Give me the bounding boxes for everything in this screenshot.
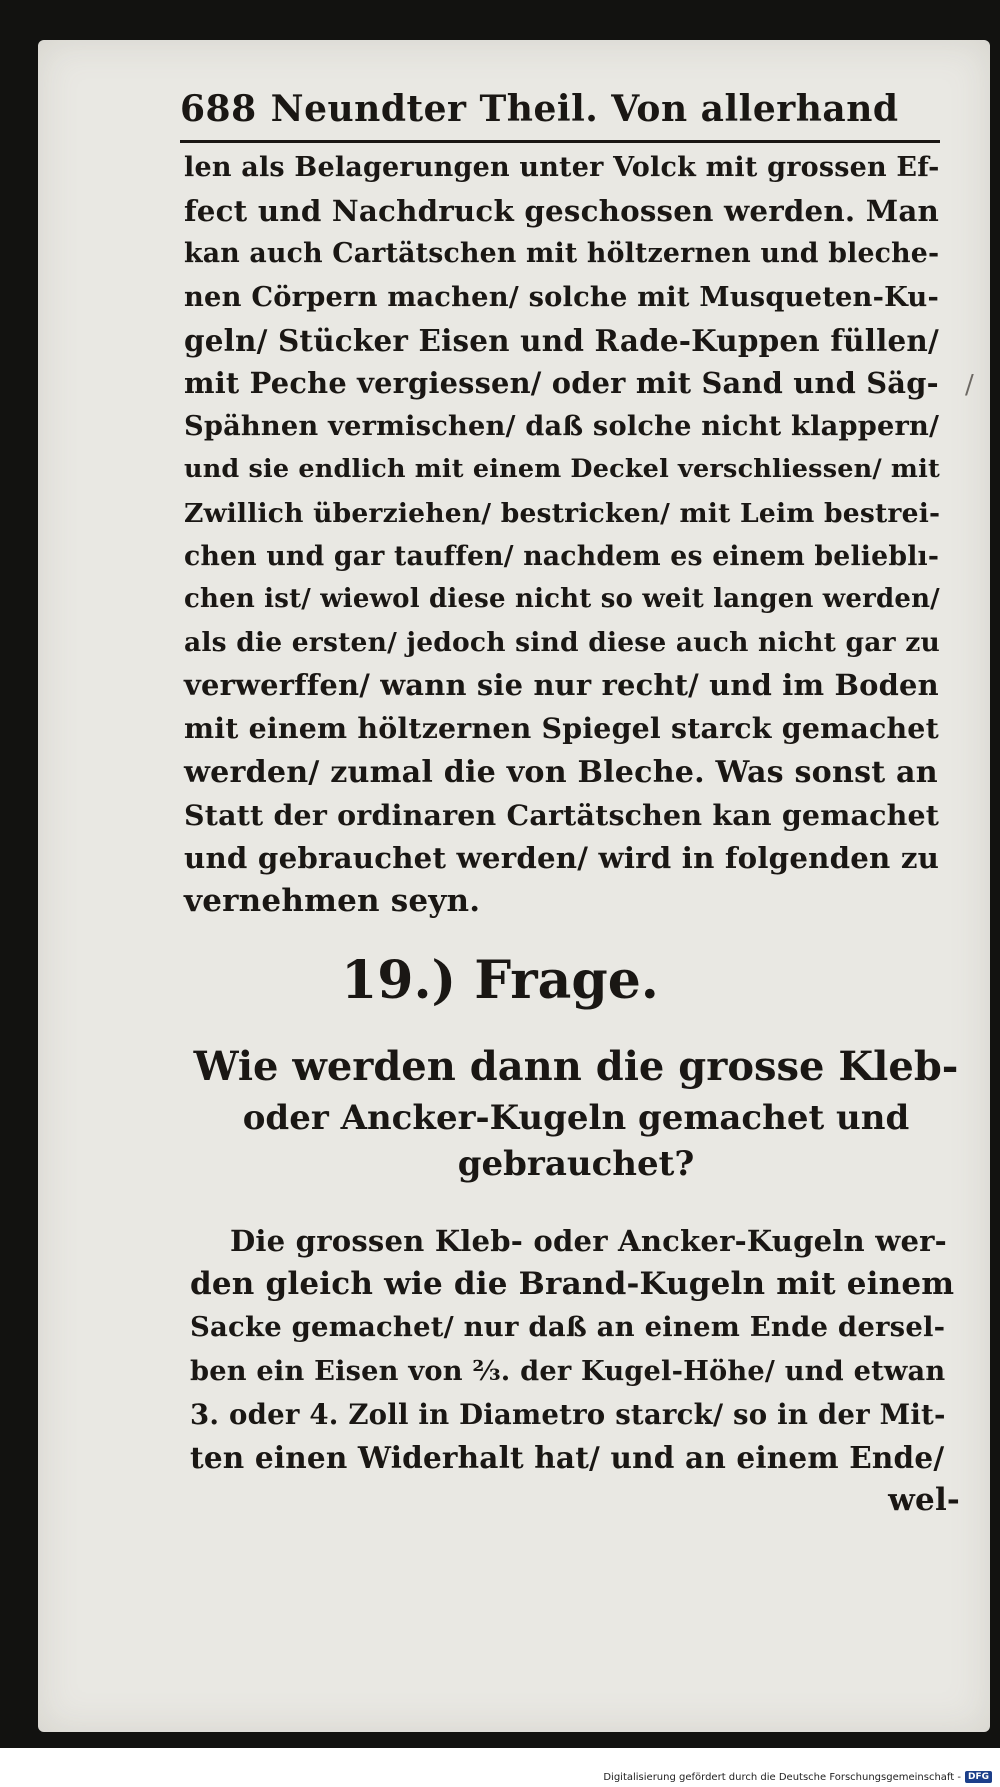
text-line: Statt der ordinaren Cartätschen kan gemachet (184, 797, 940, 832)
text-line: werden/ zumal die von Bleche. Was sonst an (184, 754, 938, 790)
margin-mark: / (965, 370, 974, 400)
text-line: Spähnen vermischen/ daß solche nicht klappern/ (184, 410, 940, 443)
heading-line: oder Ancker-Kugeln gemachet und (242, 1098, 910, 1138)
text-line: Zwillich überziehen/ bestricken/ mit Leim bestrei- (184, 497, 941, 529)
running-header (180, 88, 940, 140)
text-line: 3. oder 4. Zoll in Diametro starck/ so in der Mit- (190, 1397, 946, 1431)
text-line: Sacke gemachet/ nur daß an einem Ende dersel- (190, 1311, 946, 1344)
text-line: mit einem höltzernen Spiegel starck gemachet (184, 711, 939, 746)
text-line: chen und gar tauffen/ nachdem es einem belieblı- (184, 540, 940, 572)
heading-line: gebrauchet? (457, 1144, 695, 1184)
text-line: Die grossen Kleb- oder Ancker-Kugeln wer- (230, 1224, 947, 1258)
question-label: 19.) Frage. (341, 950, 659, 1011)
running-title: Neundter Theil. Von allerhand (270, 88, 899, 130)
text-line: nen Cörpern machen/ solche mit Musqueten-Ku- (184, 280, 939, 313)
text-line: mit Peche vergiessen/ oder mit Sand und Säg- (184, 365, 939, 400)
paragraph-2 (190, 1220, 960, 1522)
digitization-credit (603, 1771, 992, 1783)
text-line: kan auch Cartätschen mit höltzernen und bleche- (184, 238, 940, 270)
dfg-logo: DFG (965, 1771, 992, 1783)
text-line: verwerffen/ wann sie nur recht/ und im Boden (184, 668, 939, 703)
paragraph-1 (184, 146, 954, 923)
page-number: 688 (180, 88, 257, 130)
header-rule (180, 140, 940, 143)
text-line: ten einen Widerhalt hat/ und an einem Ende/ (190, 1439, 945, 1475)
credit-text: Digitalisierung gefördert durch die Deutsche Forschungsgemeinschaft - (603, 1771, 961, 1783)
text-line: geln/ Stücker Eisen und Rade-Kuppen füllen/ (184, 322, 939, 358)
text-line: und sie endlich mit einem Deckel verschliessen/ mit (184, 454, 940, 485)
text-line: den gleich wie die Brand-Kugeln mit einem (190, 1266, 955, 1303)
text-line: chen ist/ wiewol diese nicht so weit langen werden/ (184, 583, 940, 614)
text-line: als die ersten/ jedoch sind diese auch nicht gar zu (184, 627, 940, 659)
heading-line: Wie werden dann die grosse Kleb- (193, 1043, 959, 1090)
catchword: wel- (888, 1482, 960, 1519)
question-heading (186, 1040, 966, 1186)
text-line: vernehmen seyn. (184, 883, 481, 920)
text-line: ben ein Eisen von ⅔. der Kugel-Höhe/ und etwan (190, 1354, 946, 1387)
text-line: und gebrauchet werden/ wird in folgenden zu (184, 841, 940, 875)
text-line: fect und Nachdruck geschossen werden. Man (184, 193, 940, 229)
text-line: len als Belagerungen unter Volck mit grossen Ef- (184, 152, 940, 183)
